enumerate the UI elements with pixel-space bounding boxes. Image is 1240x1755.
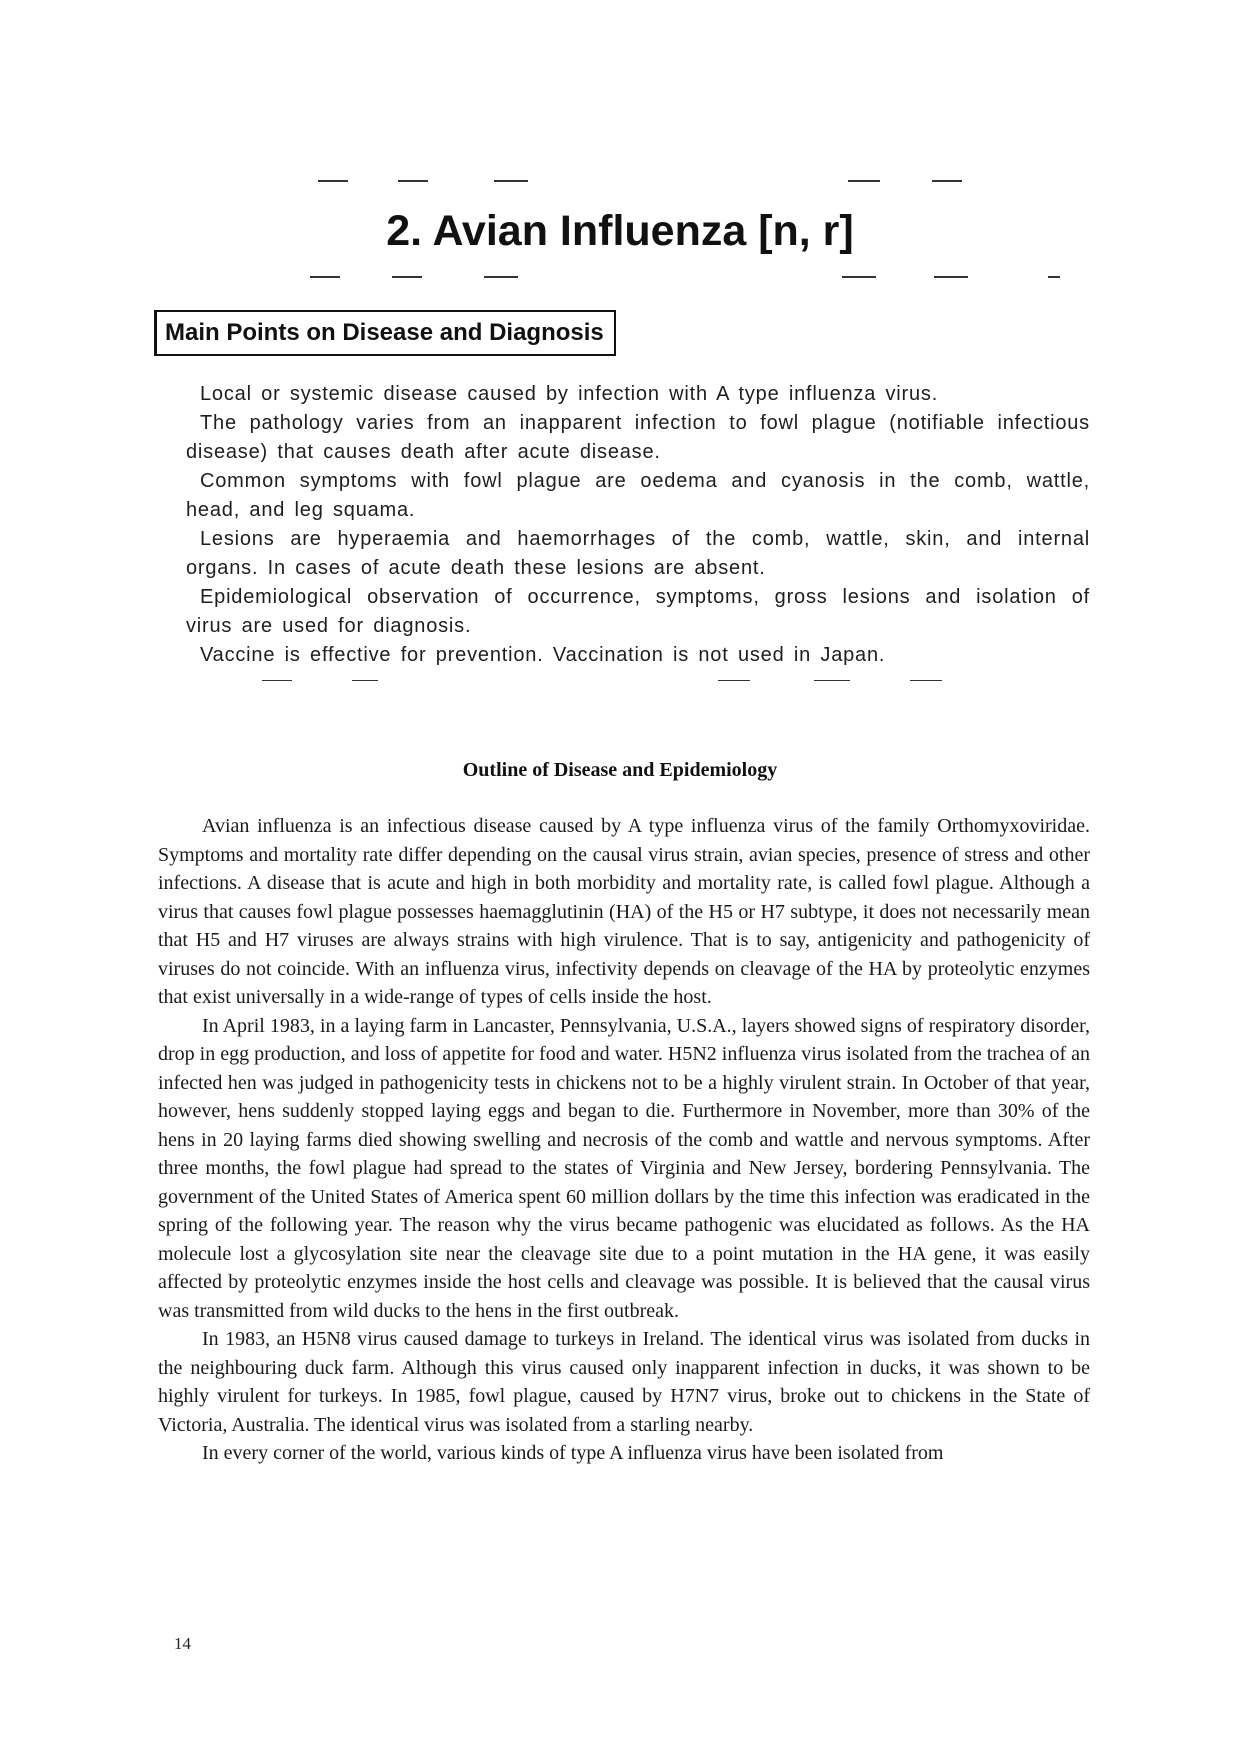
chapter-title: 2. Avian Influenza [n, r] [386, 207, 854, 255]
body-paragraph: Avian influenza is an infectious disease caused by A type influenza virus of the family Orthomyxoviridae. Symptoms and mortality rate differ depending on the causal virus strain, avian species, presence of stress and other infections. A disease that is acute and high in both morbidity and mortality rate, is called fowl plague. Although a virus that causes fowl plague possesses haemagglutinin (HA) of the H5 or H7 subtype, it does not necessarily mean that H5 and H7 viruses are always strains with high virulence. That is to say, antigenicity and pathogenicity of viruses do not coincide. With an influenza virus, infectivity depends on cleavage of the HA by proteolytic enzymes that exist universally in a wide-range of types of cells inside the host. [158, 815, 1090, 1008]
main-point-item: Common symptoms with fowl plague are oedema and cyanosis in the comb, wattle, head, and leg squama. [186, 470, 1090, 521]
main-points-rule [352, 680, 378, 681]
main-point-item: Lesions are hyperaemia and haemorrhages of the comb, wattle, skin, and internal organs. In cases of acute death these lesions are absent. [186, 528, 1090, 579]
title-rule-bottom [842, 276, 876, 278]
main-point-item: The pathology varies from an inapparent infection to fowl plague (notifiable infectious disease) that causes death after acute disease. [186, 412, 1090, 463]
main-points-list [186, 380, 1090, 670]
body-paragraph: In every corner of the world, various kinds of type A influenza virus have been isolated from [202, 1442, 944, 1464]
main-point-item: Epidemiological observation of occurrence, symptoms, gross lesions and isolation of virus are used for diagnosis. [186, 586, 1090, 637]
main-points-box-title: Main Points on Disease and Diagnosis [154, 310, 616, 356]
main-points-rule [910, 680, 942, 681]
body-text [158, 812, 1090, 1468]
body-paragraph: In 1983, an H5N8 virus caused damage to turkeys in Ireland. The identical virus was isolated from ducks in the neighbouring duck farm. Although this virus caused only inapparent infection in ducks, it was shown to be highly virulent for turkeys. In 1985, fowl plague, caused by H7N7 virus, broke out to chickens in the State of Victoria, Australia. The identical virus was isolated from a starling nearby. [158, 1328, 1090, 1436]
page-number: 14 [174, 1634, 191, 1653]
title-rule-bottom [1048, 276, 1060, 278]
main-points-rule [262, 680, 292, 681]
title-rule-top [318, 180, 348, 182]
title-rule-bottom [934, 276, 968, 278]
title-rule-top [848, 180, 880, 182]
title-rule-top [494, 180, 528, 182]
title-rule-top [398, 180, 428, 182]
main-points-rule [718, 680, 750, 681]
title-rule-bottom [484, 276, 518, 278]
section-heading: Outline of Disease and Epidemiology [462, 759, 778, 781]
title-rule-bottom [392, 276, 422, 278]
title-rule-top [932, 180, 962, 182]
main-point-item: Vaccine is effective for prevention. Vaccination is not used in Japan. [200, 644, 886, 666]
main-points-rule [814, 680, 850, 681]
body-paragraph: In April 1983, in a laying farm in Lancaster, Pennsylvania, U.S.A., layers showed signs of respiratory disorder, drop in egg production, and loss of appetite for food and water. H5N2 influenza virus isolated from the trachea of an infected hen was judged in pathogenicity tests in chickens not to be a highly virulent strain. In October of that year, however, hens suddenly stopped laying eggs and began to die. Furthermore in November, more than 30% of the hens in 20 laying farms died showing swelling and necrosis of the comb and wattle and nervous symptoms. After three months, the fowl plague had spread to the states of Virginia and New Jersey, bordering Pennsylvania. The government of the United States of America spent 60 million dollars by the time this infection was eradicated in the spring of the following year. The reason why the virus became pathogenic was elucidated as follows. As the HA molecule lost a glycosylation site near the cleavage site due to a point mutation in the HA gene, it was easily affected by proteolytic enzymes inside the host cells and cleavage was possible. It is believed that the causal virus was transmitted from wild ducks to the hens in the first outbreak. [158, 1014, 1090, 1322]
main-point-item: Local or systemic disease caused by infection with A type influenza virus. [200, 383, 939, 405]
title-rule-bottom [310, 276, 340, 278]
